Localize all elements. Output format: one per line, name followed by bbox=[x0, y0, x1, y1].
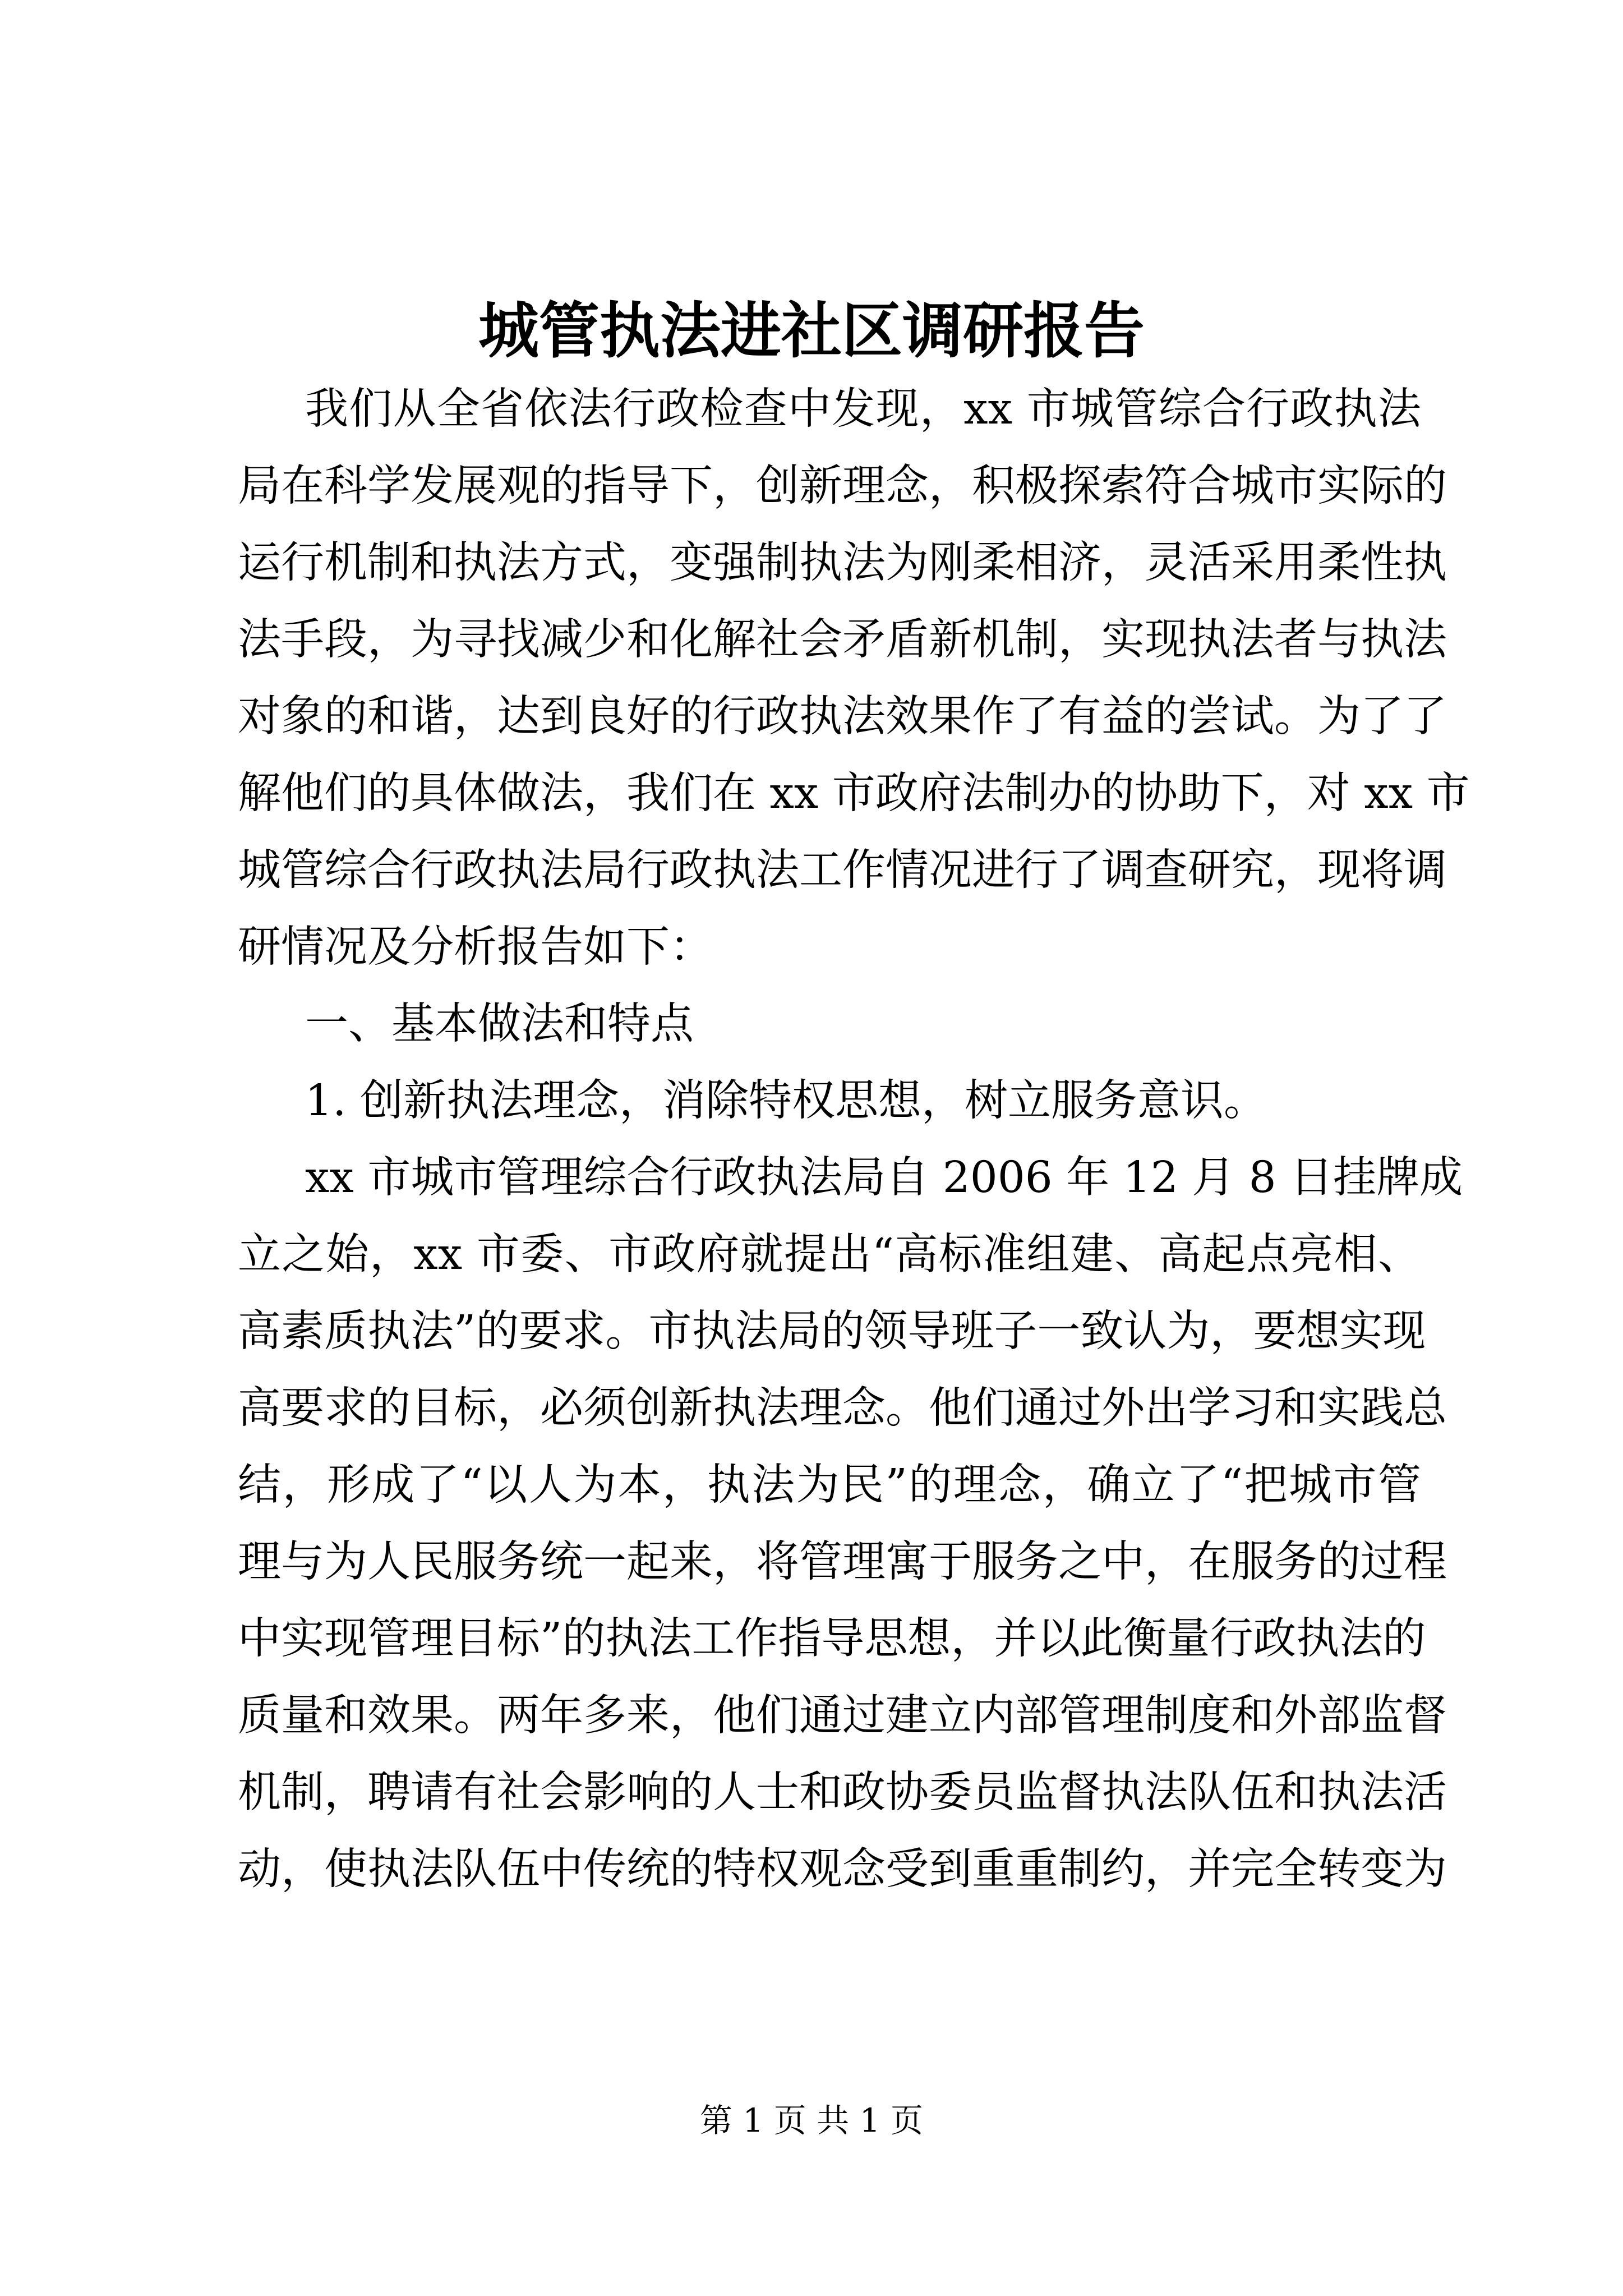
text-line: 立之始，xx 市委、市政府就提出“高标准组建、高起点亮相、 bbox=[238, 1230, 1421, 1280]
text-line: 局在科学发展观的指导下，创新理念，积极探索符合城市实际的 bbox=[238, 461, 1447, 511]
text-line: 研情况及分析报告如下： bbox=[238, 922, 713, 972]
text-line: 城管综合行政执法局行政执法工作情况进行了调查研究，现将调 bbox=[238, 845, 1447, 895]
text-line: 动，使执法队伍中传统的特权观念受到重重制约，并完全转变为 bbox=[238, 1844, 1447, 1894]
text-line: 中实现管理目标”的执法工作指导思想，并以此衡量行政执法的 bbox=[238, 1614, 1426, 1664]
text-line: 解他们的具体做法，我们在 xx 市政府法制办的协助下，对 xx 市 bbox=[238, 769, 1470, 818]
text-line: 机制，聘请有社会影响的人士和政协委员监督执法队伍和执法活 bbox=[238, 1768, 1447, 1818]
text-line: 质量和效果。两年多来，他们通过建立内部管理制度和外部监督 bbox=[238, 1691, 1447, 1741]
section-heading: 一、基本做法和特点 bbox=[305, 999, 694, 1049]
text-line: 对象的和谐，达到良好的行政执法效果作了有益的尝试。为了了 bbox=[238, 692, 1447, 742]
document-title: 城管执法进社区调研报告 bbox=[478, 296, 1145, 366]
text-line: 高素质执法”的要求。市执法局的领导班子一致认为，要想实现 bbox=[238, 1306, 1426, 1356]
text-line: 高要求的目标，必须创新执法理念。他们通过外出学习和实践总 bbox=[238, 1383, 1447, 1433]
text-line: 结，形成了“以人为本，执法为民”的理念，确立了“把城市管 bbox=[238, 1460, 1421, 1510]
text-line: 我们从全省依法行政检查中发现，xx 市城管综合行政执法 bbox=[305, 384, 1421, 434]
page-footer: 第 1 页 共 1 页 bbox=[700, 2101, 923, 2139]
text-line: xx 市城市管理综合行政执法局自 2006 年 12 月 8 日挂牌成 bbox=[305, 1153, 1463, 1203]
text-line: 法手段，为寻找减少和化解社会矛盾新机制，实现执法者与执法 bbox=[238, 615, 1447, 665]
text-line: 理与为人民服务统一起来，将管理寓于服务之中，在服务的过程 bbox=[238, 1537, 1447, 1587]
text-line: 运行机制和执法方式，变强制执法为刚柔相济，灵活采用柔性执 bbox=[238, 538, 1447, 588]
subsection-heading: 1. 创新执法理念，消除特权思想，树立服务意识。 bbox=[305, 1076, 1267, 1126]
